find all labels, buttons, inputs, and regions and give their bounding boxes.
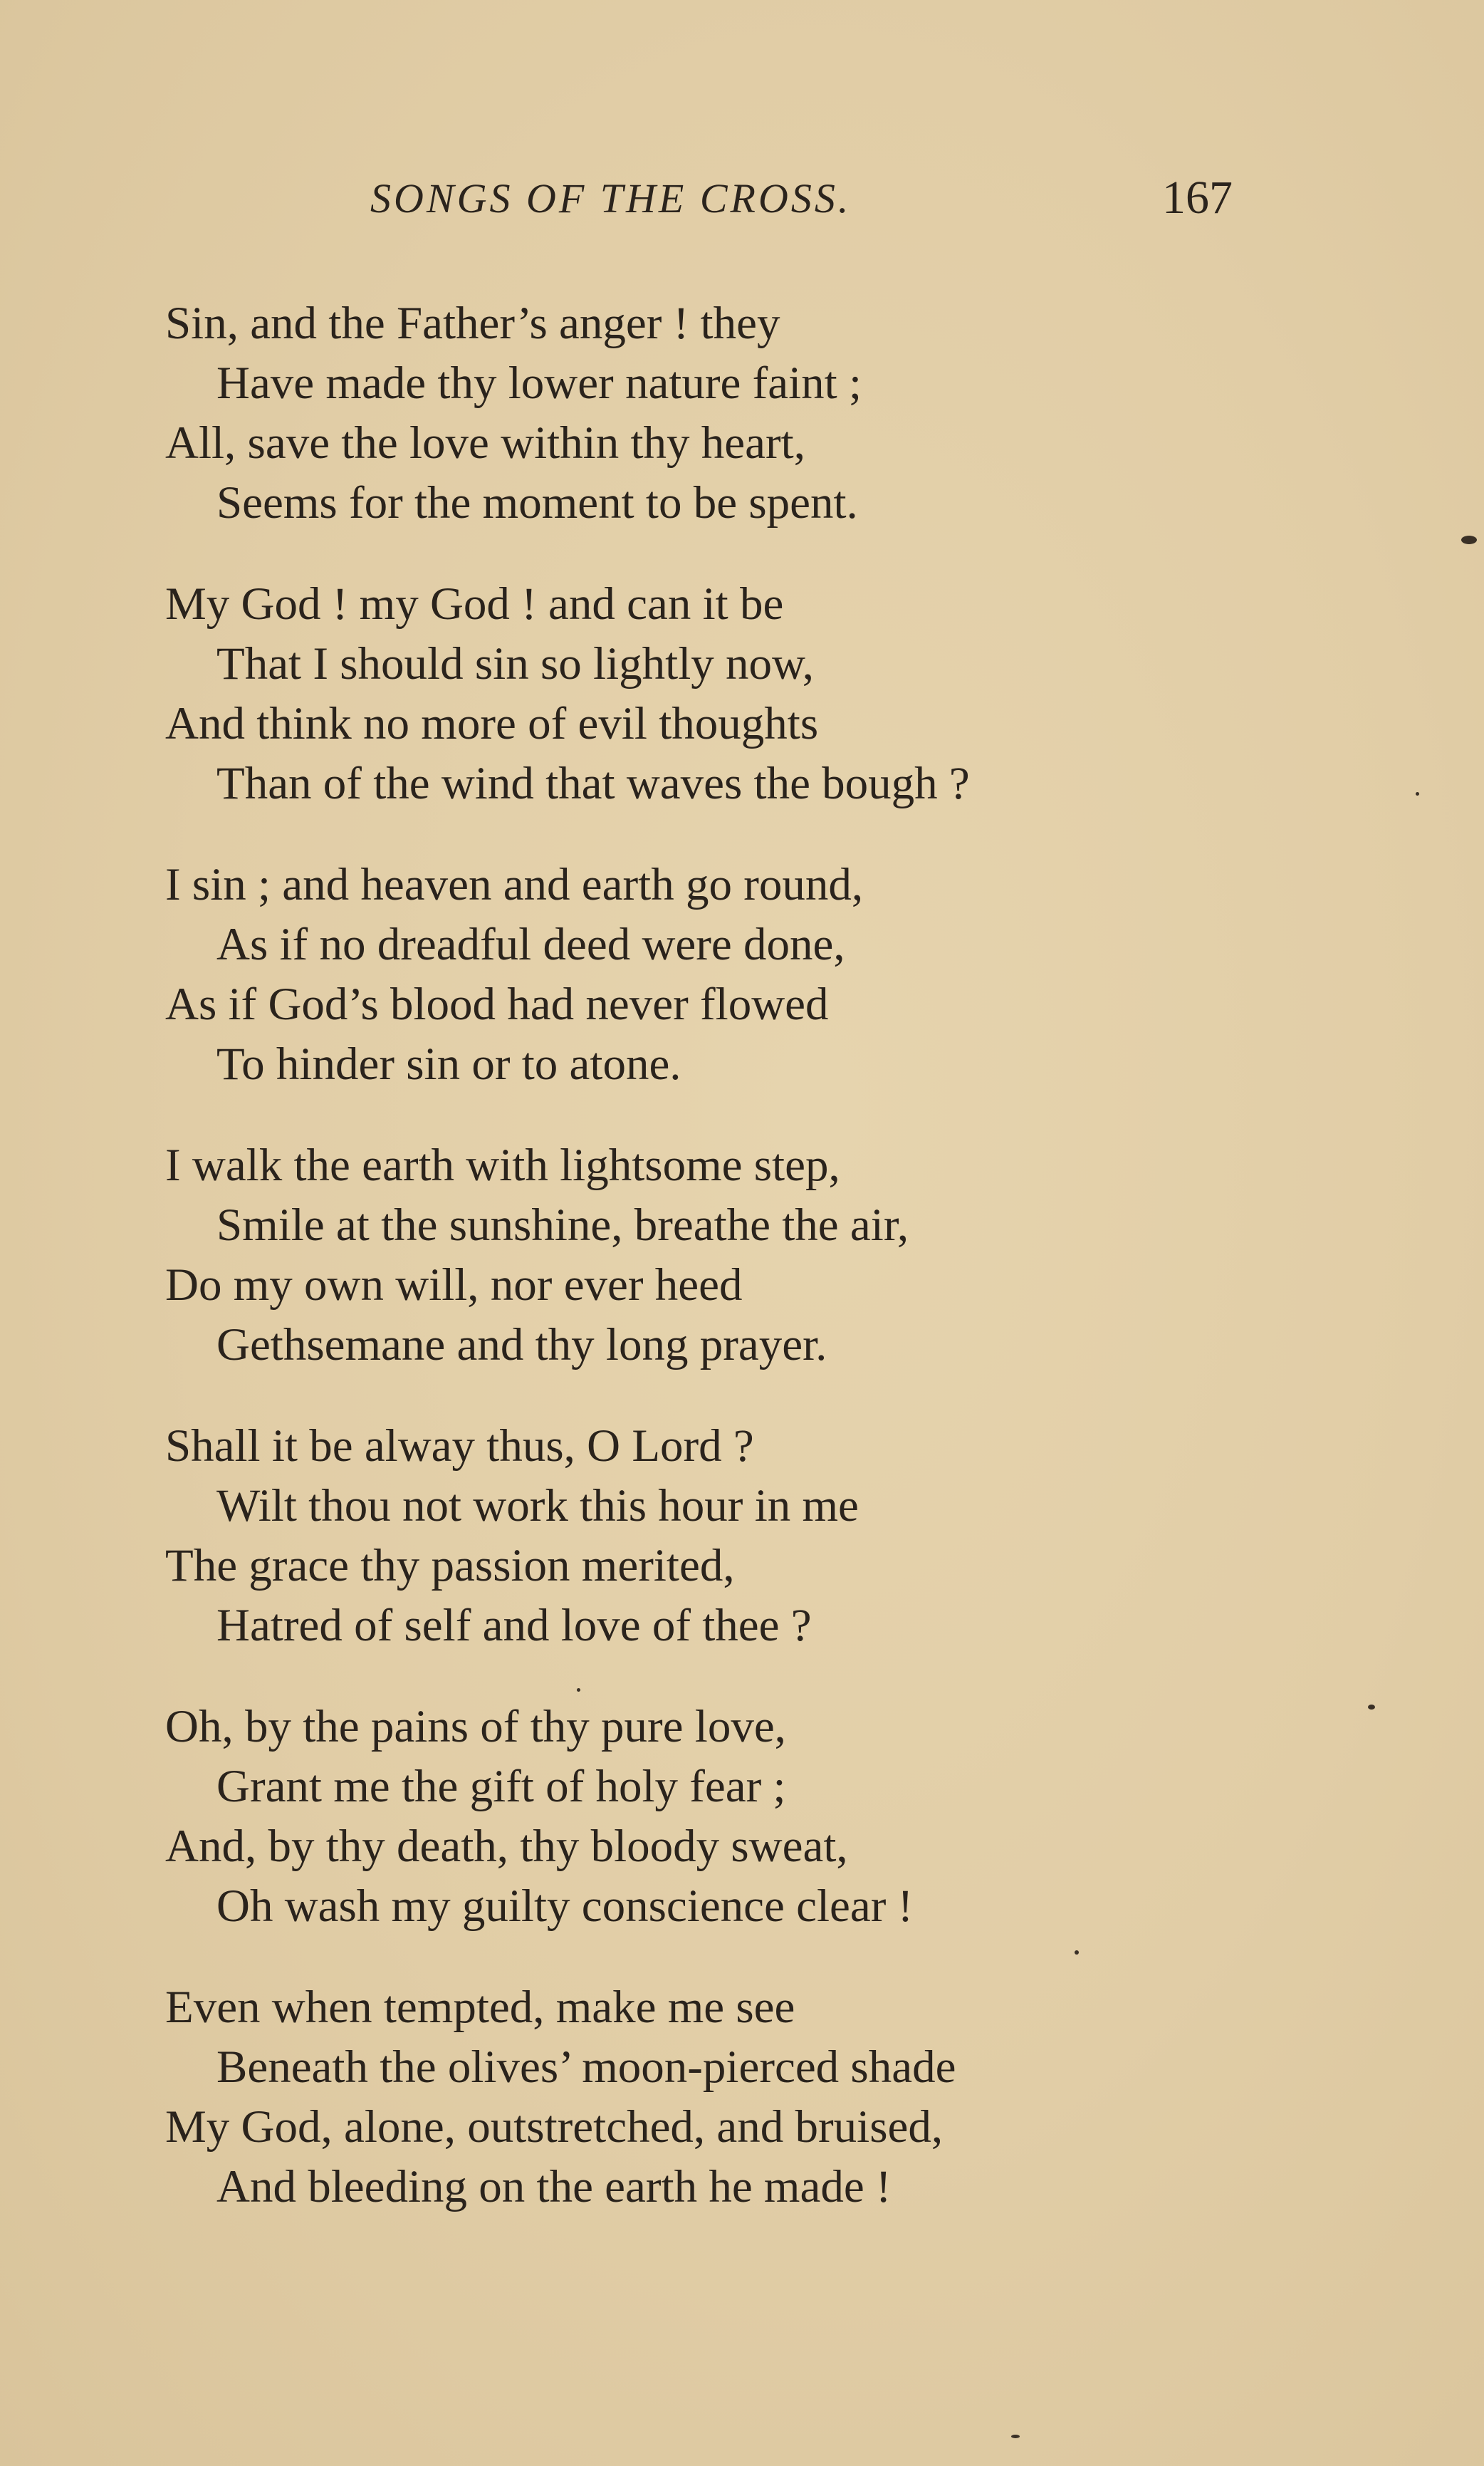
poem-line: And bleeding on the earth he made ! [216,2161,892,2212]
stanza [165,855,1376,1094]
stanza [165,293,1376,533]
poem-line: Smile at the sunshine, breathe the air, [216,1200,909,1251]
poem-line: Hatred of self and love of thee ? [216,1600,812,1651]
poem-line: As if no dreadful deed were done, [216,919,845,970]
poem-line: And think no more of evil thoughts [165,698,819,749]
poem-line: That I should sin so lightly now, [216,638,814,690]
paper-speck [1416,792,1419,796]
paper-speck [1075,1950,1079,1955]
paper-speck [1461,536,1477,544]
poem-line: Wilt thou not work this hour in me [216,1480,859,1531]
stanza [165,1697,1376,1936]
stanza [165,1977,1376,2217]
stanza [165,1416,1376,1655]
paper-speck [1011,2435,1020,2438]
poem-line: I sin ; and heaven and earth go round, [165,859,864,910]
poem-line: All, save the love within thy heart, [165,417,805,469]
poem-line: Do my own will, nor ever heed [165,1259,743,1311]
stanza [165,574,1376,813]
poem-line: My God, alone, outstretched, and bruised, [165,2101,944,2153]
poem-line: As if God’s blood had never flowed [165,979,829,1030]
poem-line: Seems for the moment to be spent. [216,477,858,529]
paper-speck [1368,1705,1375,1710]
poem-line: Than of the wind that waves the bough ? [216,758,970,809]
poem-line: Even when tempted, make me see [165,1982,795,2033]
poem-line: The grace thy passion merited, [165,1540,735,1591]
poem-line: Oh, by the pains of thy pure love, [165,1701,786,1752]
stanza [165,1135,1376,1375]
poem-line: And, by thy death, thy bloody sweat, [165,1821,848,1872]
page-number: 167 [1162,172,1233,224]
poem-line: Gethsemane and thy long prayer. [216,1319,827,1370]
poem-line: Shall it be alway thus, O Lord ? [165,1420,754,1472]
poem-line: Beneath the olives’ moon-pierced shade [216,2041,956,2093]
poem-line: My God ! my God ! and can it be [165,578,784,630]
poem-line: Oh wash my guilty conscience clear ! [216,1880,914,1932]
paper-speck [577,1688,580,1692]
poem-line: I walk the earth with lightsome step, [165,1140,840,1191]
poem-line: Have made thy lower nature faint ; [216,358,862,409]
poem [165,293,1376,2258]
running-title: SONGS OF THE CROSS. [370,175,852,222]
poem-line: Sin, and the Father’s anger ! they [165,298,780,349]
poem-line: To hinder sin or to atone. [216,1039,681,1090]
poem-line: Grant me the gift of holy fear ; [216,1761,786,1812]
